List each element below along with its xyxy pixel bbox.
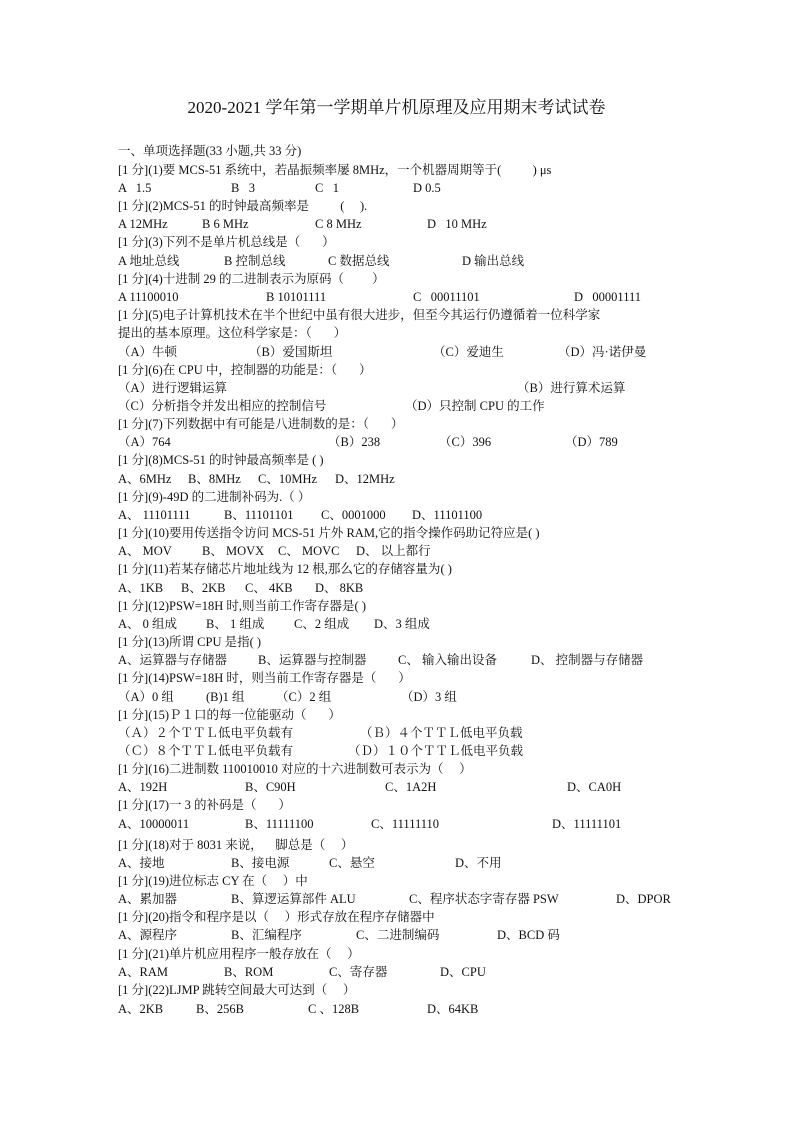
answer-option: （D）只控制 CPU 的工作 [405, 399, 545, 413]
section-heading: 一、单项选择题(33 小题,共 33 分) [118, 144, 302, 158]
question-stem: [1 分](8)MCS-51 的时钟最高频率是 ( ) [118, 453, 324, 467]
answer-option: （D）789 [565, 435, 618, 449]
answer-option: D、CA0H [567, 780, 622, 794]
question-stem: [1 分](10)要用传送指令访问 MCS-51 片外 RAM,它的指令操作码助记符应是( ) [118, 526, 540, 540]
answer-option: D、12MHz [335, 472, 395, 486]
answer-option: （A）牛顿 [118, 345, 178, 359]
answer-option: A、RAM [118, 965, 169, 979]
question-stem: [1 分](18)对于 8031 来说， 脚总是（ ） [118, 838, 354, 852]
answer-option: D、不用 [455, 856, 502, 870]
answer-option: B、汇编程序 [231, 928, 302, 942]
answer-option: B、2KB [181, 581, 226, 595]
question-stem: [1 分](3)下列不是单片机总线是（ ） [118, 235, 335, 249]
answer-option: （Ａ）２个ＴＴＬ低电平负载有 [118, 726, 294, 740]
answer-option: A、运算器与存储器 [118, 653, 228, 667]
question-stem: [1 分](5)电子计算机技术在半个世纪中虽有很大进步，但至今其运行仍遵循着一位科学家 [118, 308, 601, 322]
answer-option: A 1.5 [118, 181, 152, 195]
question-stem: [1 分](16)二进制数 110010010 对应的十六进制数可表示为（ ） [118, 762, 472, 776]
answer-option: A、 0 组成 [118, 617, 178, 631]
answer-option: D 10 MHz [427, 217, 487, 231]
answer-option: （D）3 组 [401, 690, 457, 704]
answer-option: B、接电源 [231, 856, 290, 870]
answer-option: B 10101111 [266, 290, 327, 304]
answer-option: （Ｃ）８个ＴＴＬ低电平负载有 [118, 744, 294, 758]
answer-option: B、ROM [224, 965, 274, 979]
answer-option: （Ｂ）４个ＴＴＬ低电平负载 [360, 726, 523, 740]
answer-option: D、BCD 码 [497, 928, 560, 942]
answer-option: C、寄存器 [329, 965, 388, 979]
answer-option: B 6 MHz [202, 217, 249, 231]
question-stem: [1 分](6)在 CPU 中，控制器的功能是：（ ） [118, 363, 372, 377]
answer-option: A、 11101111 [118, 508, 191, 522]
answer-option: B 控制总线 [224, 254, 286, 268]
answer-option: A 地址总线 [118, 254, 180, 268]
answer-option: B、11111100 [245, 817, 314, 831]
answer-option: D、CPU [440, 965, 486, 979]
answer-option: B 3 [231, 181, 255, 195]
answer-option: D、11111101 [552, 817, 622, 831]
answer-option: C、 输入输出设备 [398, 653, 497, 667]
answer-option: B、运算器与控制器 [258, 653, 367, 667]
answer-option: D、 控制器与存储器 [531, 653, 644, 667]
question-stem: [1 分](1)要 MCS-51 系统中，若晶振频率屡 8MHz，一个机器周期等于( ) μs [118, 163, 552, 177]
question-stem: 提出的基本原理。这位科学家是：（ ） [118, 326, 347, 340]
question-stem: [1 分](20)指令和程序是以（ ）形式存放在程序存储器中 [118, 910, 435, 924]
answer-option: D、 以上都行 [356, 544, 431, 558]
answer-option: A、2KB [118, 1002, 164, 1016]
question-stem: [1 分](13)所谓 CPU 是指( ) [118, 635, 262, 649]
answer-option: B、 MOVX [202, 544, 265, 558]
answer-option: （A）0 组 [118, 690, 174, 704]
answer-option: （D）冯·诺伊曼 [558, 345, 647, 359]
answer-option: C 8 MHz [315, 217, 362, 231]
answer-option: D 输出总线 [462, 254, 525, 268]
answer-option: D、3 组成 [374, 617, 430, 631]
exam-title: 2020-2021 学年第一学期单片机原理及应用期末考试试卷 [187, 98, 606, 117]
answer-option: A、1KB [118, 581, 164, 595]
answer-option: C、 MOVC [278, 544, 340, 558]
answer-option: D 00001111 [574, 290, 642, 304]
question-stem: [1 分](9)-49D 的二进制补码为.（ ） [118, 490, 311, 504]
answer-option: C、悬空 [329, 856, 375, 870]
answer-option: A、 MOV [118, 544, 172, 558]
answer-option: A、接地 [118, 856, 165, 870]
answer-option: （C）396 [439, 435, 492, 449]
answer-option: C、2 组成 [294, 617, 350, 631]
answer-option: （A）进行逻辑运算 [118, 381, 228, 395]
question-stem: [1 分](22)LJMP 跳转空间最大可达到（ ） [118, 983, 356, 997]
answer-option: C、10MHz [258, 472, 318, 486]
question-stem: [1 分](15)Ｐ１口的每一位能驱动（ ） [118, 708, 341, 722]
answer-option: C 00011101 [413, 290, 480, 304]
question-stem: [1 分](4)十进制 29 的二进制表示为原码（ ） [118, 272, 385, 286]
answer-option: （C）爱迪生 [433, 345, 504, 359]
answer-option: （A）764 [118, 435, 171, 449]
answer-option: B、C90H [245, 780, 296, 794]
answer-option: C、11111110 [371, 817, 440, 831]
answer-option: B、 1 组成 [206, 617, 265, 631]
answer-option: （C）分析指令并发出相应的控制信号 [118, 399, 327, 413]
answer-option: A 12MHz [118, 217, 168, 231]
answer-option: B、11101101 [224, 508, 294, 522]
answer-option: C、 4KB [245, 581, 293, 595]
question-stem: [1 分](14)PSW=18H 时，则当前工作寄存器是（ ） [118, 671, 411, 685]
answer-option: C、1A2H [385, 780, 437, 794]
answer-option: D、11101100 [412, 508, 483, 522]
answer-option: (B)1 组 [206, 690, 245, 704]
answer-option: （Ｄ）１０个ＴＴＬ低电平负载 [348, 744, 524, 758]
question-stem: [1 分](12)PSW=18H 时,则当前工作寄存器是( ) [118, 599, 367, 613]
answer-option: C、二进制编码 [356, 928, 440, 942]
answer-option: D、64KB [427, 1002, 479, 1016]
answer-option: （B）进行算术运算 [517, 381, 626, 395]
question-stem: [1 分](7)下列数据中有可能是八进制数的是：（ ） [118, 417, 404, 431]
answer-option: （B）爱国斯坦 [249, 345, 333, 359]
answer-option: C 、128B [308, 1002, 360, 1016]
answer-option: C、程序状态字寄存器 PSW [409, 892, 559, 906]
answer-option: A、10000011 [118, 817, 190, 831]
answer-option: （B）238 [328, 435, 381, 449]
answer-option: D、 8KB [315, 581, 364, 595]
answer-option: C、0001000 [321, 508, 386, 522]
answer-option: A、192H [118, 780, 168, 794]
answer-option: （C）2 组 [276, 690, 332, 704]
answer-option: A、6MHz [118, 472, 172, 486]
question-stem: [1 分](19)进位标志 CY 在（ ）中 [118, 874, 308, 888]
answer-option: A 11100010 [118, 290, 179, 304]
answer-option: C 1 [315, 181, 339, 195]
question-stem: [1 分](17)一 3 的补码是（ ） [118, 798, 291, 812]
answer-option: C 数据总线 [328, 254, 390, 268]
answer-option: A、累加器 [118, 892, 178, 906]
answer-option: D、DPOR [616, 892, 671, 906]
answer-option: D 0.5 [413, 181, 441, 195]
question-stem: [1 分](2)MCS-51 的时钟最高频率是 ( ). [118, 199, 368, 213]
answer-option: B、256B [196, 1002, 244, 1016]
question-stem: [1 分](21)单片机应用程序一般存放在（ ） [118, 947, 360, 961]
answer-option: B、算逻运算部件 ALU [231, 892, 356, 906]
answer-option: B、8MHz [188, 472, 241, 486]
answer-option: A、源程序 [118, 928, 178, 942]
question-stem: [1 分](11)若某存储芯片地址线为 12 根,那么它的存储容量为( ) [118, 562, 452, 576]
